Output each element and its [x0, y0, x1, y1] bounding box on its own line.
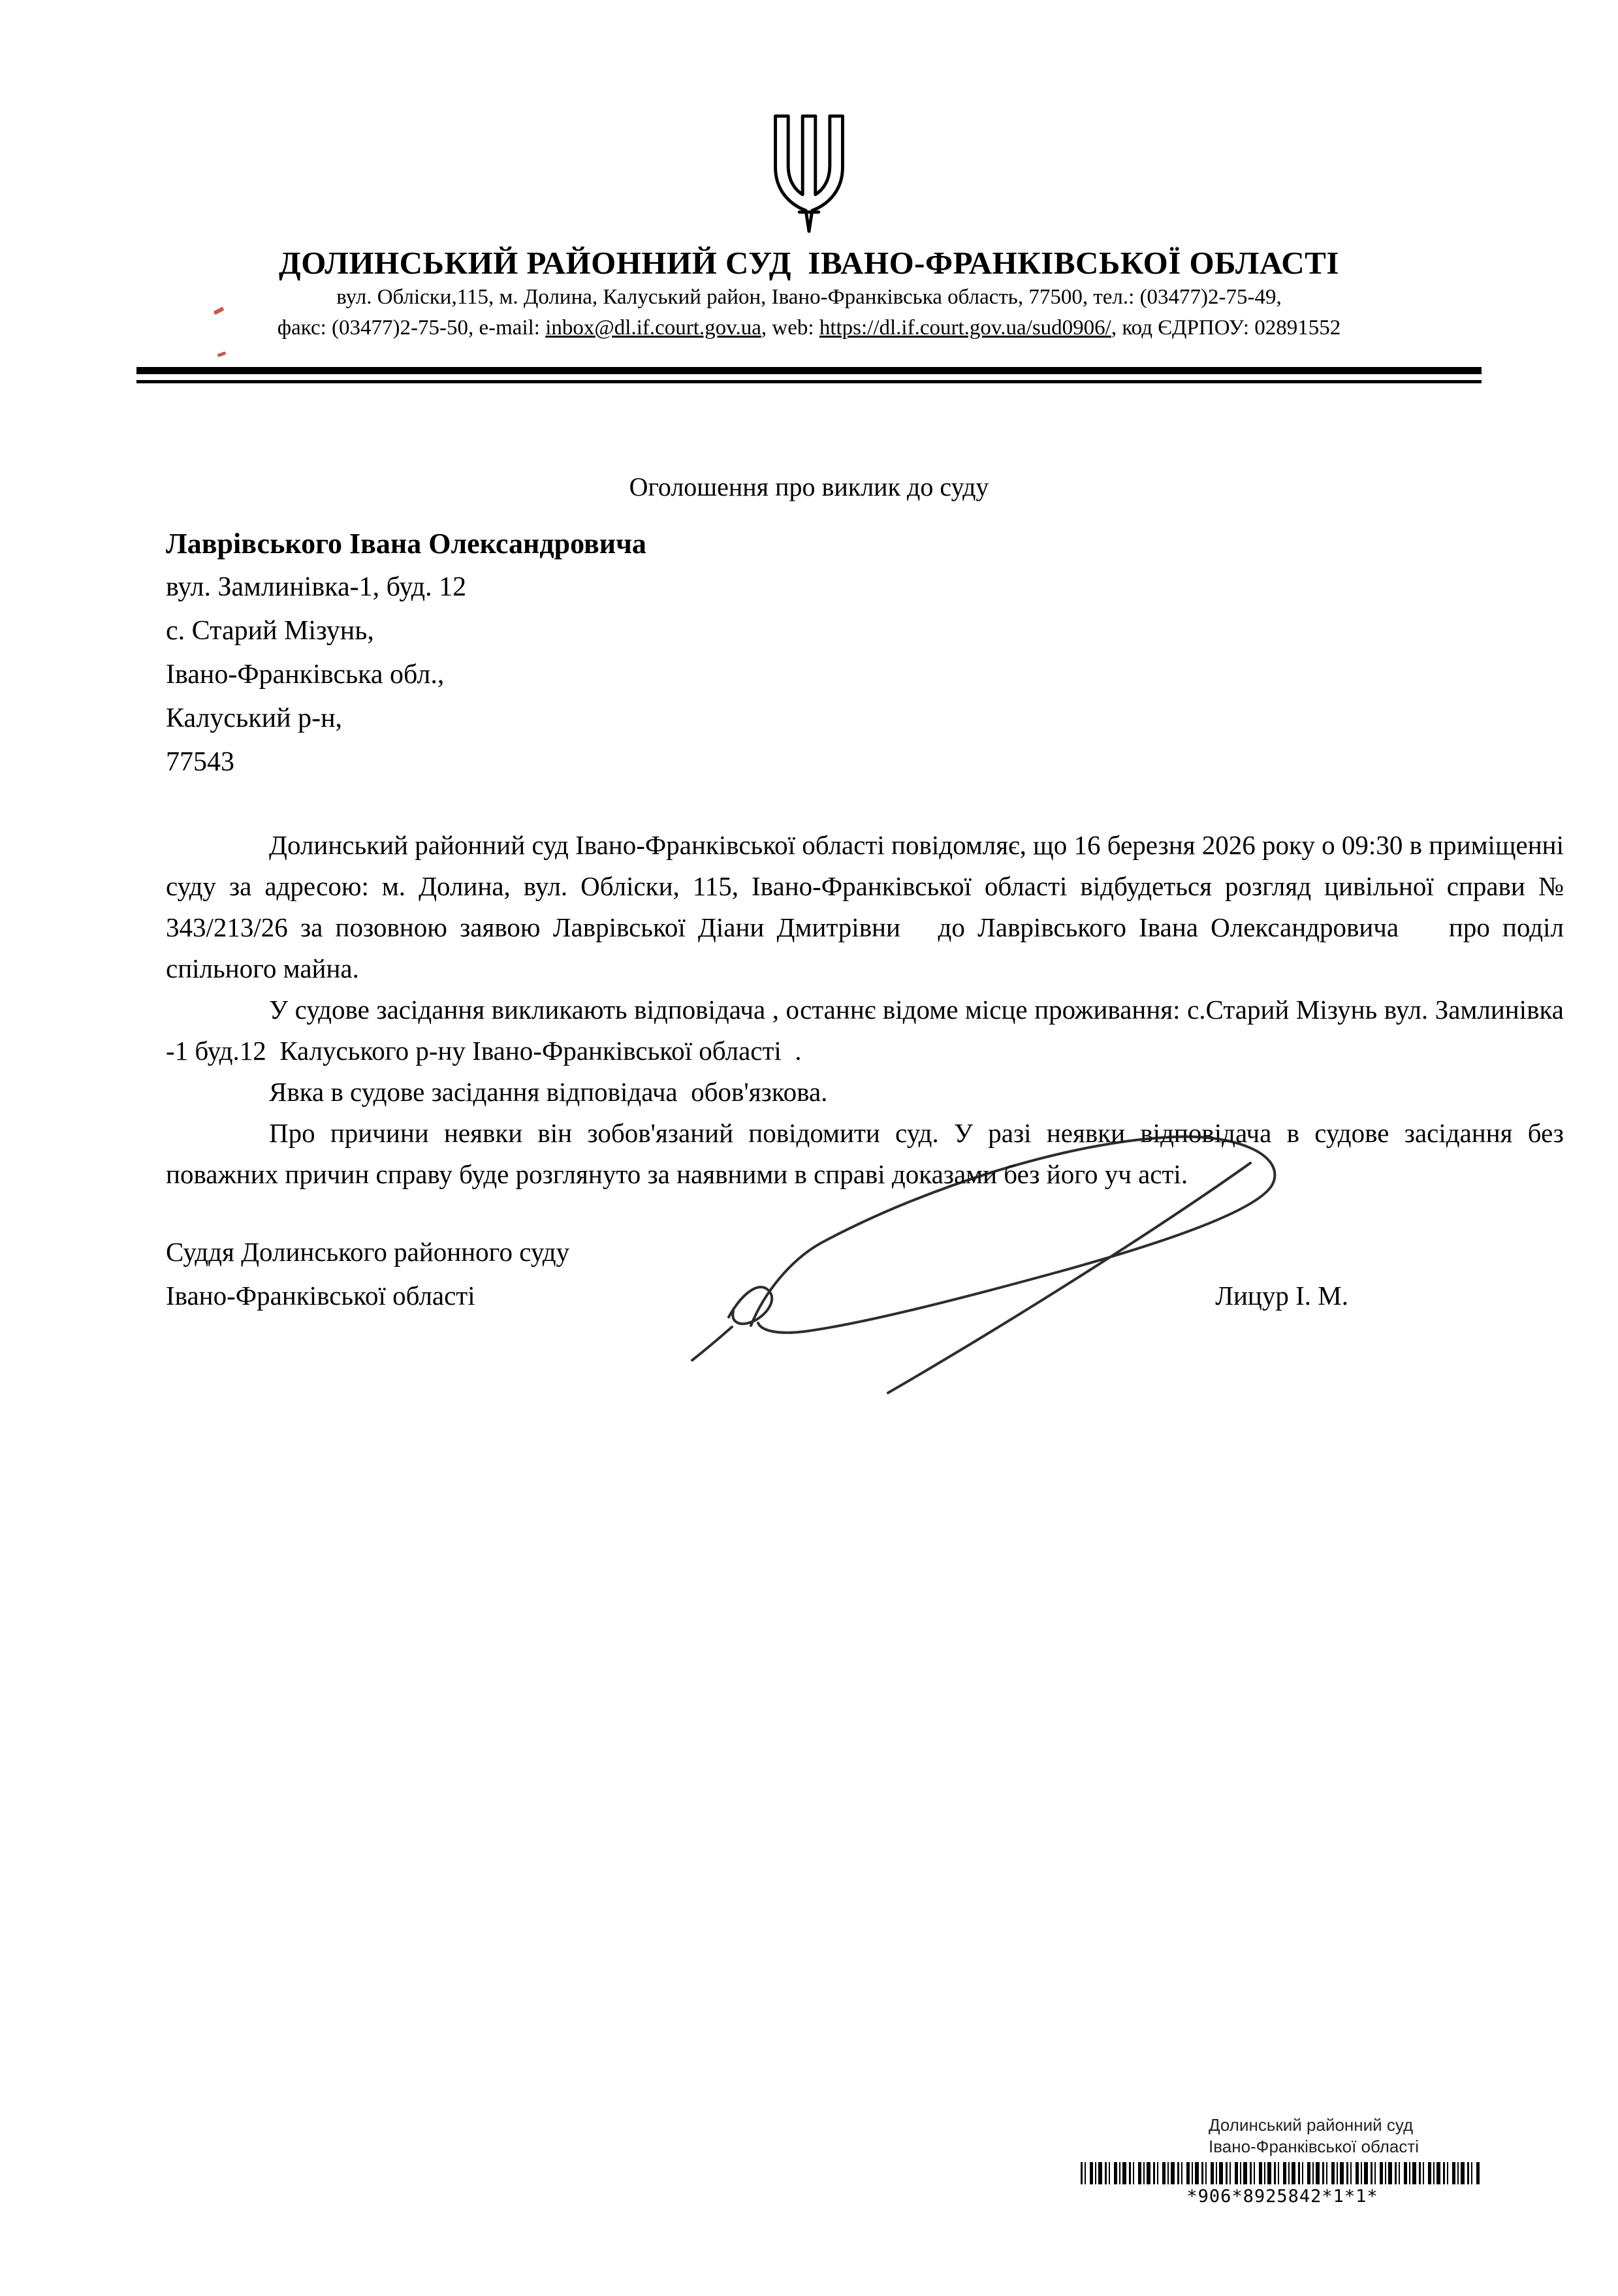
recipient-name: Лаврівського Івана Олександровича — [166, 528, 646, 560]
footer-court-line2: Івано-Франківської області — [1209, 2137, 1420, 2156]
court-email-link[interactable]: inbox@dl.if.court.gov.ua — [545, 316, 761, 340]
footer-court-line1: Долинський районний суд — [1209, 2115, 1414, 2135]
recipient-raion: Калуський р-н, — [166, 703, 343, 733]
court-address-line2 — [0, 313, 1618, 343]
body-paragraph-2: У судове засідання викликають відповідача , останнє відоме місце проживання: с.Старий Мізунь вул. Замлинівка -1 буд.12 Калуського р-ну Івано-Франківської області . — [166, 995, 1571, 1066]
recipient-village: с. Старий Мізунь, — [166, 616, 374, 646]
notice-body — [166, 825, 1571, 1195]
body-paragraph-4: Про причини неявки він зобов'язаний повідомити суд. У разі неявки відповідача в судове засідання без поважних причин справу буде розглянуто за наявними в справі доказами без його уч асті. — [166, 1118, 1571, 1189]
judge-title-line2: Івано-Франківської області — [166, 1281, 475, 1311]
address-line2-mid: , web: — [761, 316, 819, 340]
document-barcode — [1081, 2162, 1480, 2184]
address-line2-prefix: факс: (03477)2-75-50, e-mail: — [277, 316, 546, 340]
court-name: ДОЛИНСЬКИЙ РАЙОННИЙ СУД ІВАНО-ФРАНКІВСЬКОЇ ОБЛАСТІ — [279, 245, 1339, 281]
court-website-link[interactable]: https://dl.if.court.gov.ua/sud0906/ — [819, 316, 1111, 340]
recipient-oblast: Івано-Франківська обл., — [166, 660, 445, 690]
recipient-address-block — [166, 522, 1618, 784]
body-paragraph-1: Долинський районний суд Івано-Франківської області повідомляє, що 16 березня 2026 року о 09:30 в приміщенні суду за адресою: м. Долина, вул. Обліски, 115, Івано-Франківської області відбудеться розгляд цивільної справи № 343/213/26 за позовною заявою Лаврівської Діани Дмитрівни до Лаврівського Івана Олександровича про поділ спільного майна. — [166, 830, 1571, 983]
court-letterhead — [0, 110, 1618, 343]
recipient-postal-code: 77543 — [166, 747, 234, 777]
judge-title-line1: Суддя Долинського районного суду — [166, 1237, 570, 1267]
ukraine-trident-emblem-icon — [757, 110, 861, 238]
registration-footer — [1081, 2114, 1484, 2207]
address-line2-suffix: , код ЄДРПОУ: 02891552 — [1111, 316, 1341, 340]
judge-name: Лицур І. М. — [1215, 1281, 1348, 1311]
letterhead-divider-rule — [136, 367, 1482, 383]
signature-block — [166, 1230, 1564, 1318]
red-pen-mark — [217, 351, 227, 357]
body-paragraph-3: Явка в судове засідання відповідача обов'язкова. — [269, 1077, 828, 1107]
document-title: Оголошення про виклик до суду — [629, 472, 989, 502]
barcode-number: *906*8925842*1*1* — [1186, 2186, 1378, 2207]
recipient-street: вул. Замлинівка-1, буд. 12 — [166, 572, 467, 602]
judge-title — [166, 1230, 1215, 1318]
court-address-line1: вул. Обліски,115, м. Долина, Калуський район, Івано-Франківська область, 77500, тел.: (03477)2-75-49, — [336, 285, 1282, 309]
